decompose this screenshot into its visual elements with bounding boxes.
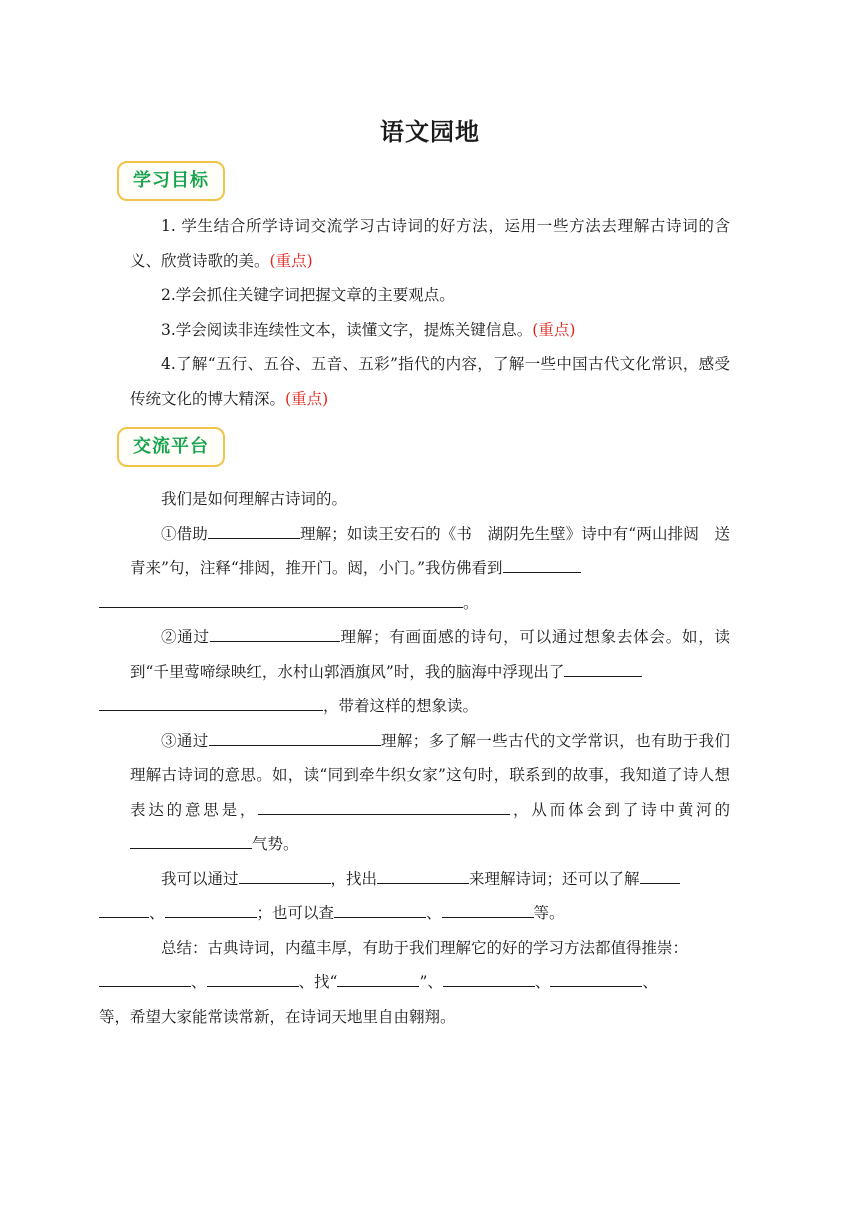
- key-point-tag: (重点): [532, 320, 576, 339]
- conclusion-text-1: 、找“: [298, 973, 338, 991]
- goal-item-1: [130, 209, 730, 278]
- goal-text-3: 3.学会阅读非连续性文本，读懂文字，提炼关键信息。: [161, 320, 533, 339]
- conclusion-end: 等，希望大家能常读常新，在诗词天地里自由翱翔。: [99, 1007, 456, 1026]
- answer-blank[interactable]: [165, 901, 257, 918]
- answer-blank[interactable]: [99, 901, 149, 918]
- answer-blank[interactable]: [337, 970, 419, 987]
- answer-blank[interactable]: [443, 970, 535, 987]
- method-item-1: [130, 517, 730, 621]
- answer-blank[interactable]: [208, 521, 300, 538]
- answer-blank[interactable]: [550, 970, 642, 987]
- method-1-lead: ①借助: [161, 524, 208, 543]
- platform-body: [99, 482, 730, 1034]
- goal-text-2: 2.学会抓住关键字词把握文章的主要观点。: [161, 286, 455, 304]
- summary-text-3: ；也可以查: [256, 904, 335, 922]
- goal-item-3: [130, 313, 730, 348]
- answer-blank[interactable]: [99, 970, 191, 987]
- method-1-text: 理解；如读王安石的《书 湖阴先生壁》诗中有“两山排闼 送青来”句，注释“排闼，推开门。闼，小门。”我仿佛看到: [130, 524, 730, 577]
- answer-blank[interactable]: [99, 694, 323, 711]
- method-2-end: ，带着这样的想象读。: [323, 697, 479, 715]
- answer-blank[interactable]: [334, 901, 426, 918]
- goals-list: [130, 209, 730, 416]
- method-3-end: 气势。: [252, 835, 299, 853]
- section-badge-goals: 学习目标: [117, 161, 225, 201]
- answer-blank[interactable]: [239, 866, 331, 883]
- key-point-tag: (重点): [285, 389, 329, 408]
- conclusion-lead: 总结：古典诗词，内蕴丰厚，有助于我们理解它的好的学习方法都值得推崇：: [161, 938, 689, 957]
- answer-blank[interactable]: [99, 590, 463, 607]
- conclusion-sep: 、: [191, 973, 207, 991]
- summary-text-2: 来理解诗词；还可以了解: [469, 869, 640, 888]
- method-3-lead: ③通过: [161, 731, 209, 750]
- answer-blank[interactable]: [442, 901, 534, 918]
- method-item-3: [130, 724, 730, 862]
- summary-text-1: ，找出: [330, 869, 378, 888]
- answer-blank[interactable]: [209, 728, 381, 745]
- conclusion-sep: 、: [534, 973, 551, 991]
- conclusion: [99, 931, 730, 1035]
- goal-text-4: 4.了解“五行、五谷、五音、五彩”指代的内容，了解一些中国古代文化常识，感受传统文化的博大精深。: [130, 355, 730, 408]
- method-2-lead: ②通过: [161, 628, 210, 646]
- answer-blank[interactable]: [130, 832, 252, 849]
- conclusion-sep: 、: [642, 973, 658, 991]
- method-3-text: 理解；多了解一些古代的文学常识，也有助于我们理解古诗词的意思。如，读“同到牵牛织女家”这句时，联系到的故事，我知道了诗人想表达的意思是，: [130, 731, 730, 819]
- answer-blank[interactable]: [258, 797, 510, 814]
- method-1-end: 。: [463, 593, 479, 612]
- goal-item-2: [130, 278, 730, 313]
- answer-blank[interactable]: [210, 625, 340, 642]
- platform-intro: 我们是如何理解古诗词的。: [161, 490, 348, 508]
- summary-sep: 、: [426, 904, 442, 922]
- summary-end: 等。: [533, 904, 565, 922]
- goal-text-1: 1. 学生结合所学诗词交流学习古诗词的好方法，运用一些方法去理解古诗词的含义、欣赏诗歌的美。: [130, 217, 730, 270]
- summary-lead: 我可以通过: [161, 869, 239, 888]
- page-title: 语文园地: [380, 118, 480, 146]
- answer-blank[interactable]: [207, 970, 299, 987]
- answer-blank[interactable]: [503, 556, 581, 573]
- answer-blank[interactable]: [377, 866, 469, 883]
- methods-summary: [130, 862, 730, 931]
- conclusion-text-2: ”、: [419, 973, 443, 991]
- answer-blank[interactable]: [564, 659, 642, 676]
- answer-blank[interactable]: [640, 866, 680, 883]
- summary-sep: 、: [149, 904, 165, 922]
- method-2-text: 理解；有画面感的诗句，可以通过想象去体会。如，读到“千里莺啼绿映红，水村山郭酒旗风”时，我的脑海中浮现出了: [130, 628, 730, 681]
- key-point-tag: (重点): [269, 251, 313, 270]
- goal-item-4: [130, 347, 730, 416]
- method-3-mid: ，从而体会到了诗中黄河的: [510, 800, 730, 819]
- method-item-2: [130, 620, 730, 724]
- section-badge-platform: 交流平台: [117, 427, 225, 467]
